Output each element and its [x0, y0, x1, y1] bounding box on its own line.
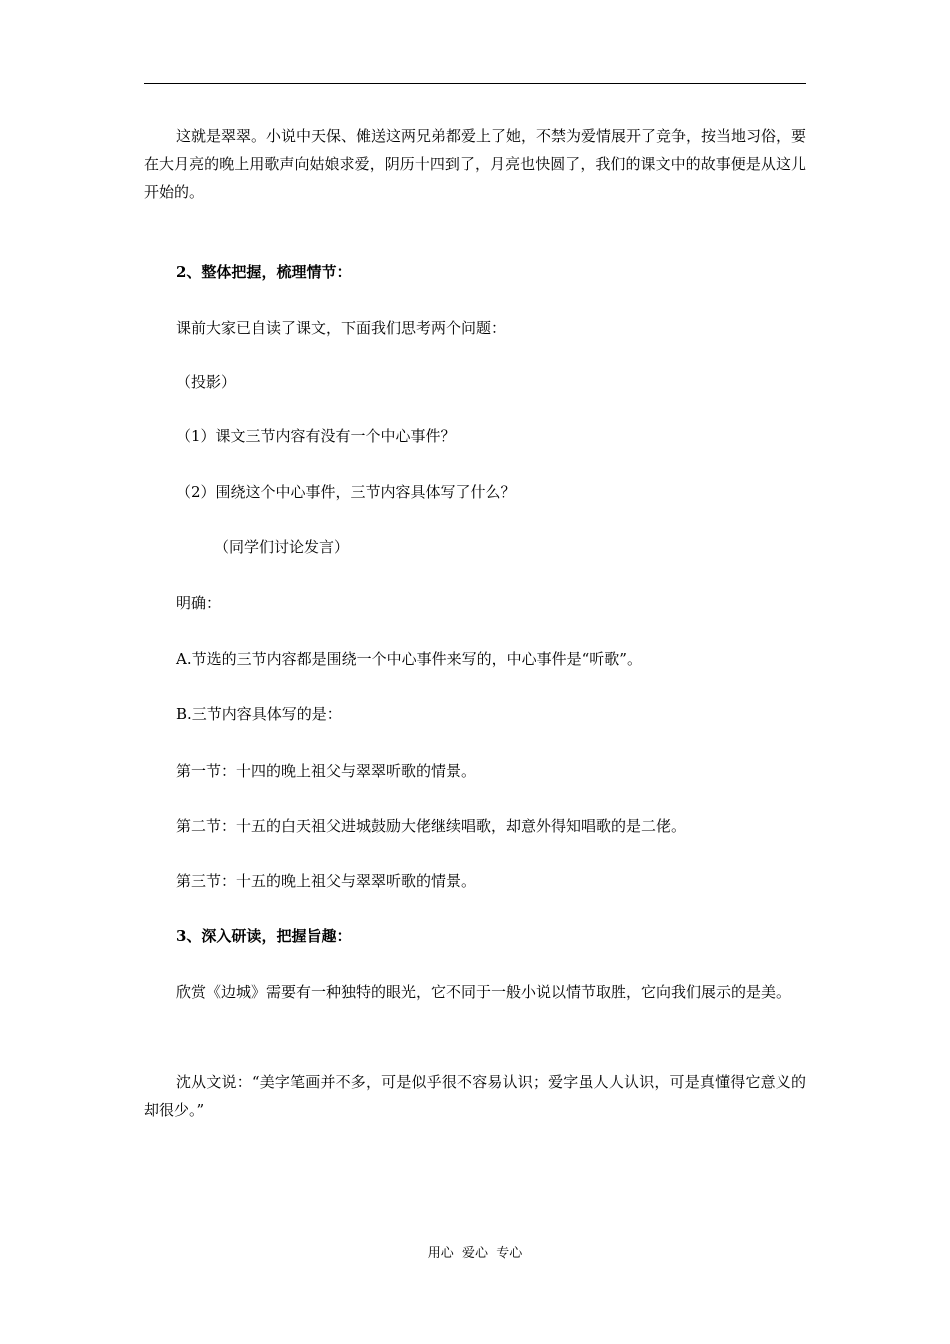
- paragraph-discussion: （同学们讨论发言）: [214, 538, 350, 556]
- paragraph-quote: 沈从文说：“美字笔画并不多，可是似乎很不容易认识；爱字虽人人认识，可是真懂得它意义的却很少。”: [144, 1073, 806, 1119]
- section-heading-3: 3、深入研读，把握旨趣：: [176, 927, 352, 945]
- paragraph-appreciation: 欣赏《边城》需要有一种独特的眼光，它不同于一般小说以情节取胜，它向我们展示的是美。: [176, 983, 792, 1001]
- paragraph-intro: 这就是翠翠。小说中天保、傩送这两兄弟都爱上了她，不禁为爱情展开了竞争，按当地习俗，要在大月亮的晚上用歌声向姑娘求爱，阴历十四到了，月亮也快圆了，我们的课文中的故事便是从这儿开始的。: [144, 127, 807, 201]
- answer-a: A.节选的三节内容都是围绕一个中心事件来写的，中心事件是“听歌”。: [176, 650, 642, 668]
- section-1-summary: 第一节：十四的晚上祖父与翠翠听歌的情景。: [176, 762, 477, 780]
- section-heading-2: 2、整体把握，梳理情节：: [176, 263, 352, 281]
- question-2: （2）围绕这个中心事件，三节内容具体写了什么？: [176, 483, 516, 501]
- page-footer: 用心 爱心 专心: [427, 1246, 523, 1261]
- answer-b: B.三节内容具体写的是：: [176, 705, 342, 723]
- section-2-summary: 第二节：十五的白天祖父进城鼓励大佬继续唱歌，却意外得知唱歌的是二佬。: [176, 817, 687, 835]
- paragraph-questions-intro: 课前大家已自读了课文，下面我们思考两个问题：: [176, 319, 507, 337]
- paragraph-projection: （投影）: [176, 373, 237, 391]
- question-1: （1）课文三节内容有没有一个中心事件？: [176, 427, 456, 445]
- header-rule: [144, 83, 806, 84]
- section-3-summary: 第三节：十五的晚上祖父与翠翠听歌的情景。: [176, 872, 477, 890]
- paragraph-clarify: 明确：: [176, 594, 222, 612]
